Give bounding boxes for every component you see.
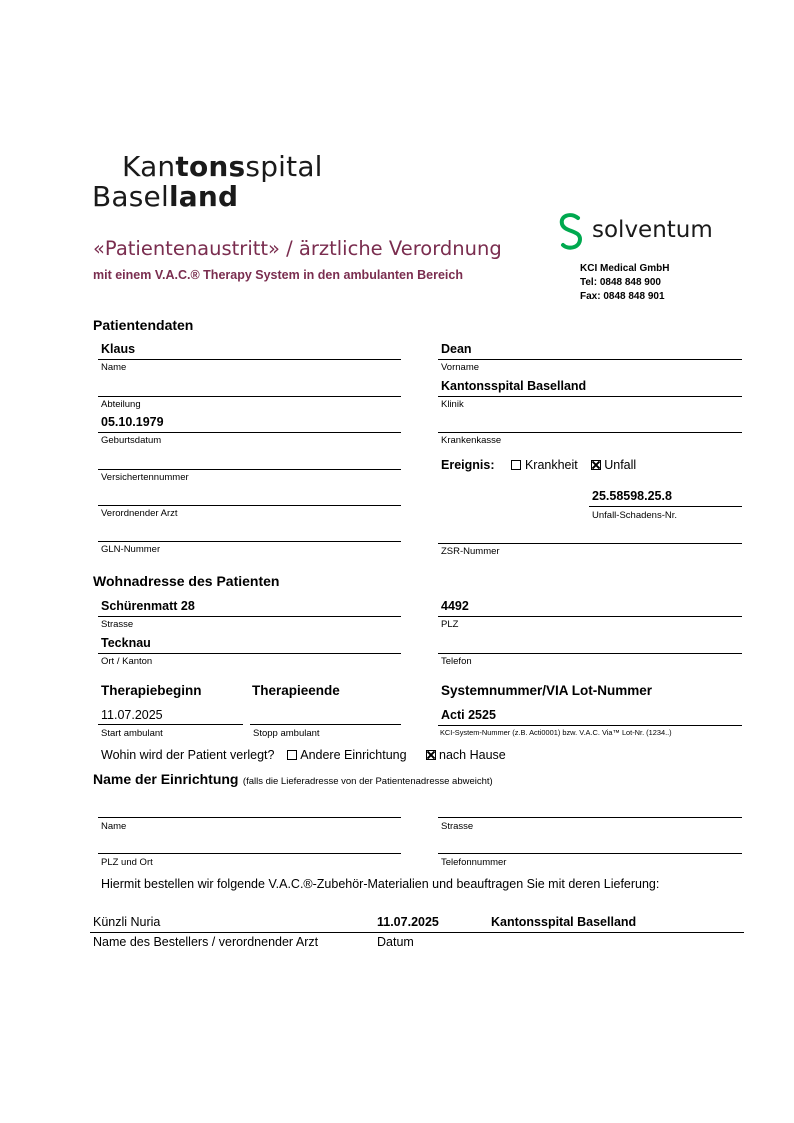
ort-value[interactable]: Tecknau bbox=[101, 636, 151, 650]
bestellung-text: Hiermit bestellen wir folgende V.A.C.®-Zubehör-Materialien und beauftragen Sie mit deren Lieferung: bbox=[101, 877, 660, 891]
einrichtung-strasse-line[interactable] bbox=[438, 817, 742, 818]
geburtsdatum-line bbox=[98, 432, 401, 433]
geburtsdatum-label: Geburtsdatum bbox=[101, 435, 162, 446]
solventum-wordmark: solventum bbox=[592, 217, 713, 243]
ort-label: Ort / Kanton bbox=[101, 656, 153, 667]
besteller-value[interactable]: Künzli Nuria bbox=[93, 915, 161, 929]
verlegt-group bbox=[101, 748, 506, 762]
klinik-label: Klinik bbox=[441, 399, 464, 410]
name-label: Name bbox=[101, 362, 127, 373]
stopp-line[interactable] bbox=[250, 724, 401, 725]
einrichtung-plz-line[interactable] bbox=[98, 853, 401, 854]
section-patientendaten: Patientendaten bbox=[93, 317, 194, 333]
telefon-label: Telefon bbox=[441, 656, 472, 667]
bestellung-klinik-value[interactable]: Kantonsspital Baselland bbox=[491, 915, 637, 929]
section-wohnadresse: Wohnadresse des Patienten bbox=[93, 573, 280, 589]
partner-tel: Tel: 0848 848 900 bbox=[580, 277, 661, 288]
einrichtung-name-line[interactable] bbox=[98, 817, 401, 818]
datum-value[interactable]: 11.07.2025 bbox=[377, 915, 439, 929]
start-value[interactable]: 11.07.2025 bbox=[101, 708, 163, 722]
vorname-value[interactable]: Dean bbox=[441, 342, 472, 356]
klinik-line bbox=[438, 396, 742, 397]
einrichtung-note: (falls die Lieferadresse von der Patientenadresse abweicht) bbox=[242, 776, 493, 787]
versichertennummer-line[interactable] bbox=[98, 469, 401, 470]
system-line bbox=[438, 725, 742, 726]
vorname-line bbox=[438, 359, 742, 360]
nach-hause-label: nach Hause bbox=[439, 748, 506, 762]
name-value[interactable]: Klaus bbox=[101, 342, 136, 356]
gln-line[interactable] bbox=[98, 541, 401, 542]
section-einrichtung: Name der Einrichtung bbox=[93, 771, 239, 787]
hospital-logo-line2: Baselland bbox=[92, 180, 239, 213]
strasse-label: Strasse bbox=[101, 619, 134, 630]
partner-fax: Fax: 0848 848 901 bbox=[580, 291, 665, 302]
einrichtung-telefon-line[interactable] bbox=[438, 853, 742, 854]
form-subtitle: mit einem V.A.C.® Therapy System in den ambulanten Bereich bbox=[93, 268, 463, 282]
krankenkasse-label: Krankenkasse bbox=[441, 435, 502, 446]
plz-value[interactable]: 4492 bbox=[441, 599, 469, 613]
solventum-s-icon bbox=[556, 212, 586, 252]
einrichtung-plz-label: PLZ und Ort bbox=[101, 857, 153, 868]
plz-label: PLZ bbox=[441, 619, 459, 630]
unfall-nr-label: Unfall-Schadens-Nr. bbox=[592, 510, 678, 521]
unfall-nr-line bbox=[589, 506, 742, 507]
therapieende-heading: Therapieende bbox=[252, 683, 340, 698]
abteilung-label: Abteilung bbox=[101, 399, 141, 410]
einrichtung-name-label: Name bbox=[101, 821, 127, 832]
ort-line bbox=[98, 653, 401, 654]
krankheit-label: Krankheit bbox=[524, 458, 578, 472]
datum-label: Datum bbox=[377, 935, 414, 949]
strasse-value[interactable]: Schürenmatt 28 bbox=[101, 599, 195, 613]
klinik-value[interactable]: Kantonsspital Baselland bbox=[441, 379, 587, 393]
arzt-label: Verordnender Arzt bbox=[101, 508, 178, 519]
zsr-label: ZSR-Nummer bbox=[441, 546, 500, 557]
einrichtung-heading-group bbox=[93, 771, 493, 789]
andere-einrichtung-label: Andere Einrichtung bbox=[300, 748, 407, 762]
start-line bbox=[98, 724, 243, 725]
vorname-label: Vorname bbox=[441, 362, 480, 373]
einrichtung-strasse-label: Strasse bbox=[441, 821, 474, 832]
partner-contact bbox=[580, 262, 669, 304]
unfall-nr-value[interactable]: 25.58598.25.8 bbox=[592, 489, 672, 503]
systemnummer-heading: Systemnummer/VIA Lot-Nummer bbox=[441, 683, 653, 698]
hospital-logo-line1: Kantonsspital bbox=[122, 150, 323, 183]
solventum-logo bbox=[556, 212, 713, 257]
unfall-label: Unfall bbox=[604, 458, 637, 472]
nach-hause-checkbox[interactable] bbox=[426, 750, 436, 760]
ereignis-group bbox=[441, 458, 636, 472]
ereignis-label: Ereignis: bbox=[441, 458, 495, 472]
system-value[interactable]: Acti 2525 bbox=[441, 708, 496, 722]
arzt-line[interactable] bbox=[98, 505, 401, 506]
zsr-line[interactable] bbox=[438, 543, 742, 544]
plz-line bbox=[438, 616, 742, 617]
krankheit-checkbox[interactable] bbox=[511, 460, 521, 470]
verlegt-question: Wohin wird der Patient verlegt? bbox=[101, 748, 275, 762]
besteller-label: Name des Bestellers / verordnender Arzt bbox=[93, 935, 319, 949]
strasse-line bbox=[98, 616, 401, 617]
start-label: Start ambulant bbox=[101, 728, 163, 739]
telefon-line[interactable] bbox=[438, 653, 742, 654]
bestellung-line bbox=[90, 932, 744, 933]
krankenkasse-line[interactable] bbox=[438, 432, 742, 433]
andere-einrichtung-checkbox[interactable] bbox=[287, 750, 297, 760]
versichertennummer-label: Versichertennummer bbox=[101, 472, 189, 483]
einrichtung-telefon-label: Telefonnummer bbox=[441, 857, 507, 868]
therapiebeginn-heading: Therapiebeginn bbox=[101, 683, 202, 698]
geburtsdatum-value[interactable]: 05.10.1979 bbox=[101, 415, 164, 429]
name-line bbox=[98, 359, 401, 360]
unfall-checkbox[interactable] bbox=[591, 460, 601, 470]
stopp-label: Stopp ambulant bbox=[253, 728, 320, 739]
system-label: KCI-System-Nummer (z.B. Acti0001) bzw. V.A.C. Via™ Lot-Nr. (1234..) bbox=[440, 728, 672, 737]
gln-label: GLN-Nummer bbox=[101, 544, 161, 555]
partner-company: KCI Medical GmbH bbox=[580, 263, 670, 274]
abteilung-line[interactable] bbox=[98, 396, 401, 397]
form-title: «Patientenaustritt» / ärztliche Verordnung bbox=[93, 237, 502, 260]
